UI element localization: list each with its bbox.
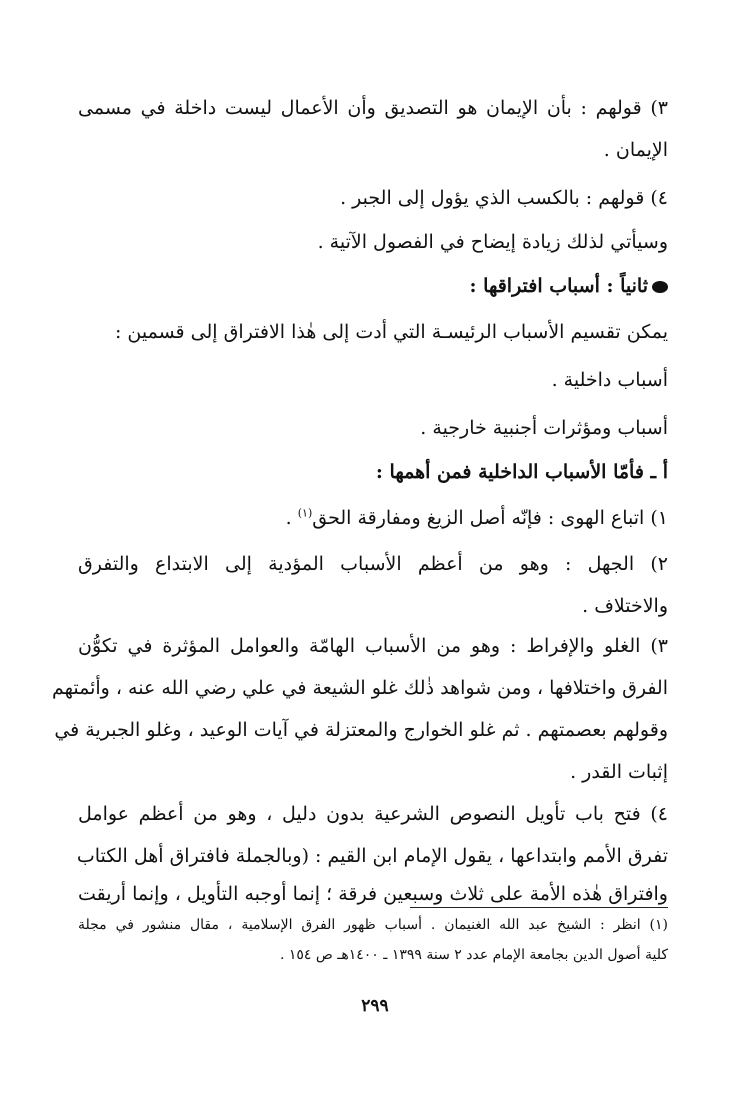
text-line: والاختلاف . <box>582 595 668 617</box>
text-line: ٤) قولهم : بالكسب الذي يؤول إلى الجبر . <box>340 187 668 209</box>
subsection-heading: أ ـ فأمّا الأسباب الداخلية فمن أهمها : <box>375 461 668 483</box>
heading-text: ثانياً : أسباب افتراقها : <box>469 275 648 297</box>
text-span: ١) اتباع الهوى : فإنّه أصل الزيغ ومفارقة الحق <box>312 507 668 529</box>
section-heading <box>78 272 668 300</box>
text-line: الإيمان . <box>603 139 668 161</box>
text-line: وقولهم بعصمتهم . ثم غلو الخوارج والمعتزلة في آيات الوعيد ، وغلو الجبرية في <box>54 719 668 741</box>
text-line: ٤) فتح باب تأويل النصوص الشرعية بدون دليل ، وهو من أعظم عوامل <box>78 803 668 825</box>
bullet-dot-icon <box>652 281 668 293</box>
text-line: تفرق الأمم وابتداعها ، يقول الإمام ابن القيم : (وبالجملة فافتراق أهل الكتاب <box>76 845 668 867</box>
text-line: ٢) الجهل : وهو من أعظم الأسباب المؤدية إلى الابتداع والتفرق <box>78 553 668 575</box>
footnote-line: كلية أصول الدين بجامعة الإمام عدد ٢ سنة ١٣٩٩ ـ ١٤٠٠هـ ص ١٥٤ . <box>279 947 668 963</box>
text-span: . <box>285 507 298 529</box>
text-line: وافتراق هٰذه الأمة على ثلاث وسبعين فرقة ؛ إنما أوجبه التأويل ، وإنما أريقت <box>78 883 668 905</box>
text-line: إثبات القدر . <box>570 761 668 783</box>
footnote-reference: (١) <box>297 506 313 520</box>
text-line <box>78 504 668 532</box>
text-line: يمكن تقسيم الأسباب الرئيسـة التي أدت إلى هٰذا الافتراق إلى قسمين : <box>114 321 668 343</box>
text-line: ٣) الغلو والإفراط : وهو من الأسباب الهامّة والعوامل المؤثرة في تكوُّن <box>78 635 668 657</box>
text-line: أسباب داخلية . <box>551 369 668 391</box>
text-line: وسيأتي لذلك زيادة إيضاح في الفصول الآتية . <box>317 231 668 253</box>
footnote-divider <box>410 907 668 908</box>
text-line: أسباب ومؤثرات أجنبية خارجية . <box>420 417 668 439</box>
text-line: الفرق واختلافها ، ومن شواهد ذٰلك غلو الشيعة في علي رضي الله عنه ، وأئمتهم <box>51 677 668 699</box>
page-number: ٢٩٩ <box>361 996 389 1016</box>
footnote-line: (١) انظر : الشيخ عبد الله الغنيمان . أسباب ظهور الفرق الإسلامية ، مقال منشور في مجلة <box>78 917 668 933</box>
text-line: ٣) قولهم : بأن الإيمان هو التصديق وأن الأعمال ليست داخلة في مسمى <box>78 97 668 119</box>
